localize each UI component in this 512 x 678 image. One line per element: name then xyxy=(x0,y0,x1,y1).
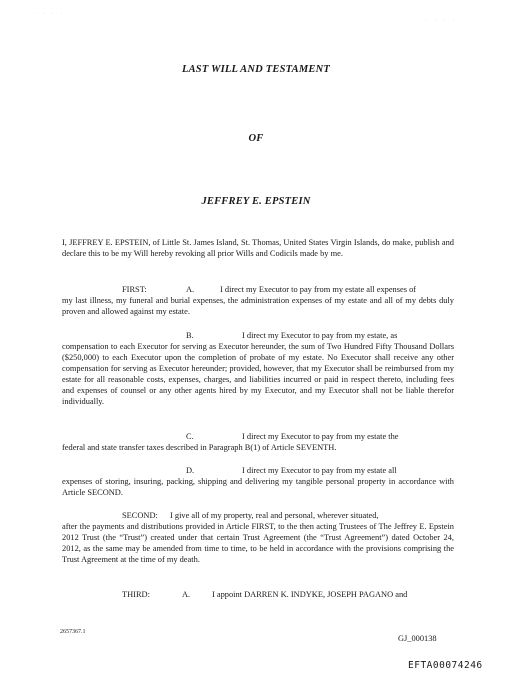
article-third-a-label: A. xyxy=(182,590,191,599)
article-first-c-first-line: I direct my Executor to pay from my estate the xyxy=(242,432,399,441)
article-first-label: FIRST: xyxy=(122,285,147,294)
intro-paragraph: I, JEFFREY E. EPSTEIN, of Little St. James Island, St. Thomas, United States Virgin Islands, do make, publish and declare this to be my Will hereby revoking all prior Wills and Codicils made by me. xyxy=(62,238,454,258)
article-first-d-text: expenses of storing, insuring, packing, shipping and delivering my tangible personal property in accordance with Article SECOND. xyxy=(62,477,454,497)
article-second-label: SECOND: xyxy=(122,511,158,520)
document-title-of: OF xyxy=(248,133,264,144)
article-second-text: after the payments and distributions provided in Article FIRST, to the then acting Trustees of The Jeffrey E. Epstein 2012 Trust (the “Trust”) created under that certain Trust Agreement (the “Trust Agreement”) dated October 24, 2012, as the same may be amended from time to time, to be held in accordance with the provisions comprising the Trust Agreement at the time of my death. xyxy=(62,522,454,564)
article-first-c-text: federal and state transfer taxes described in Paragraph B(1) of Article SEVENTH. xyxy=(62,443,337,452)
article-third-a-text: I appoint DARREN K. INDYKE, JOSEPH PAGANO and xyxy=(212,590,408,599)
scan-speck-right: · · · · xyxy=(426,18,458,23)
article-first-a-label: A. xyxy=(186,285,195,294)
article-first-b-first-line: I direct my Executor to pay from my estate, as xyxy=(242,331,398,340)
bates-number: EFTA00074246 xyxy=(408,660,483,671)
scan-speck-left: · · · · xyxy=(34,12,66,17)
article-first-c-label: C. xyxy=(186,432,194,441)
document-title: LAST WILL AND TESTAMENT xyxy=(181,64,331,75)
article-first-a-first-line: I direct my Executor to pay from my estate all expenses of xyxy=(220,285,417,294)
document-number: 2657367.1 xyxy=(60,629,86,635)
article-first-b-text: compensation to each Executor for serving as Executor hereunder, the sum of Two Hundred Fifty Thousand Dollars ($250,000) to each Executor upon the completion of probate of my estate. No Executor shall receive any other compensation for serving as Executor hereunder; provided, however, that my Executor shall be reimbursed from my estate for all reasonable costs, expenses, charges, and liabilities incurred or paid in respect thereto, including fees and expenses of counsel or any other agents hired by my Executor, and my Executor shall not be liable therefor individually. xyxy=(62,342,454,406)
article-first-b-label: B. xyxy=(186,331,194,340)
article-first-d-label: D. xyxy=(186,466,195,475)
article-first-d-first-line: I direct my Executor to pay from my estate all xyxy=(242,466,397,475)
page-code: GJ_000138 xyxy=(398,634,437,643)
document-title-name: JEFFREY E. EPSTEIN xyxy=(201,196,311,207)
article-third-label: THIRD: xyxy=(122,590,150,599)
article-second-first-line: I give all of my property, real and personal, wherever situated, xyxy=(170,511,379,520)
article-first-a-text: my last illness, my funeral and burial expenses, the administration expenses of my estate and all of my debts duly proven and allowed against my estate. xyxy=(62,296,454,316)
